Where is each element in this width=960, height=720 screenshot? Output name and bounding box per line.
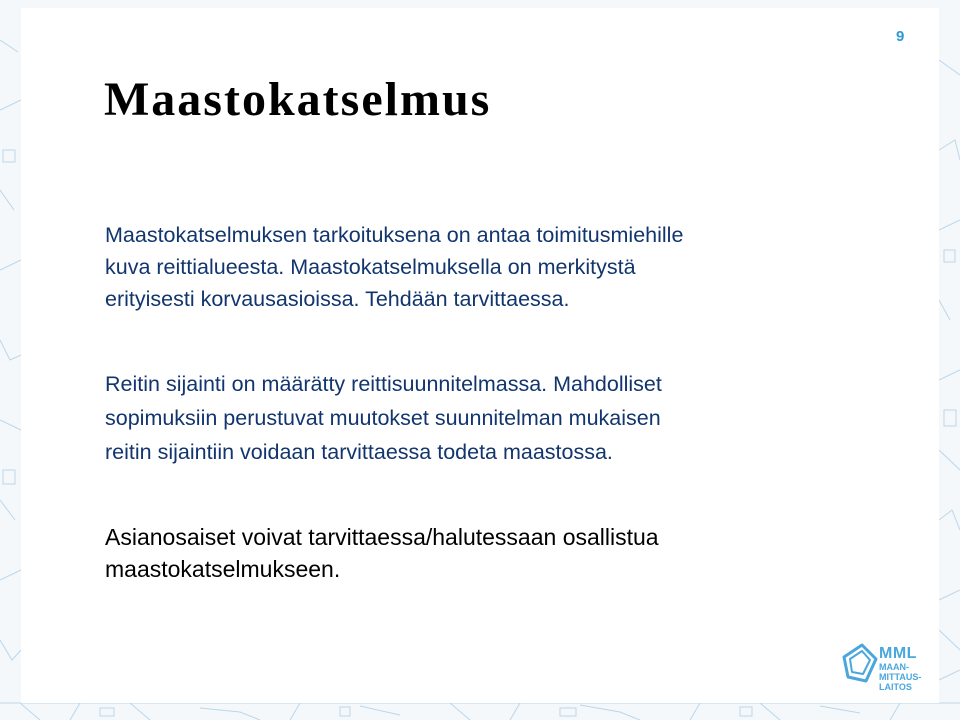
paragraph-route-location bbox=[105, 367, 825, 469]
paragraph-line: maastokatselmukseen. bbox=[105, 556, 341, 582]
paragraph-line: Asianosaiset voivat tarvittaessa/halutessaan osallistua bbox=[105, 524, 659, 550]
paragraph-line: kuva reittialueesta. Maastokatselmuksella on merkitystä bbox=[105, 255, 636, 279]
paragraph-line: sopimuksiin perustuvat muutokset suunnitelman mukaisen bbox=[105, 406, 661, 430]
paragraph-line: erityisesti korvausasioissa. Tehdään tarvittaessa. bbox=[105, 287, 570, 311]
slide-title: Maastokatselmus bbox=[104, 73, 492, 126]
paragraph-participation bbox=[105, 521, 825, 585]
paragraph-line: Reitin sijainti on määrätty reittisuunnitelmassa. Mahdolliset bbox=[105, 372, 662, 396]
mml-logo-text bbox=[879, 646, 921, 692]
logo-abbr: MML bbox=[879, 645, 917, 662]
logo-name-line: MITTAUS- bbox=[879, 672, 922, 682]
paragraph-purpose bbox=[105, 219, 825, 315]
page-number: 9 bbox=[896, 28, 905, 45]
paragraph-line: Maastokatselmuksen tarkoituksena on antaa toimitusmiehille bbox=[105, 223, 684, 247]
logo-name-line: MAAN- bbox=[879, 662, 909, 672]
logo-name-line: LAITOS bbox=[879, 682, 912, 692]
paragraph-line: reitin sijaintiin voidaan tarvittaessa todeta maastossa. bbox=[105, 440, 613, 464]
